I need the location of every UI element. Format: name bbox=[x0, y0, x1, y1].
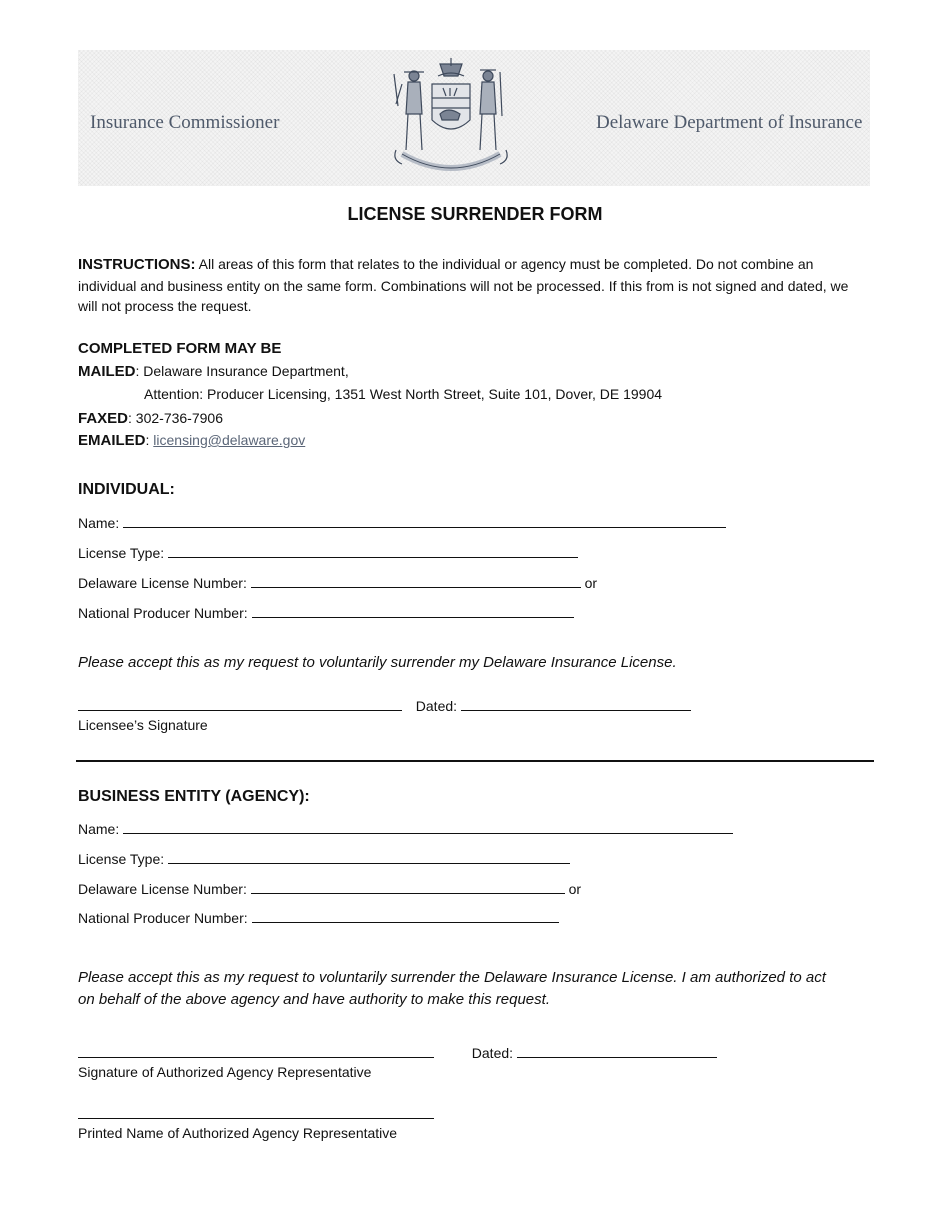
business-license-number-row bbox=[78, 880, 581, 897]
mailed-label: MAILED bbox=[78, 363, 136, 380]
commissioner-label: Insurance Commissioner bbox=[90, 112, 280, 133]
individual-npn-row bbox=[78, 604, 574, 621]
individual-name-label: Name: bbox=[78, 515, 120, 531]
business-request-line-2: on behalf of the above agency and have authority to make this request. bbox=[78, 991, 550, 1008]
agency-signature-caption: Signature of Authorized Agency Representative bbox=[78, 1064, 372, 1080]
individual-heading: INDIVIDUAL: bbox=[78, 481, 175, 498]
individual-license-type-field[interactable] bbox=[168, 544, 578, 558]
section-divider bbox=[76, 760, 874, 762]
mailed-value: : Delaware Insurance Department, bbox=[135, 363, 349, 379]
business-npn-label: National Producer Number: bbox=[78, 910, 248, 926]
business-dated-label: Dated: bbox=[471, 1045, 514, 1061]
business-license-number-label: Delaware License Number: bbox=[78, 881, 247, 897]
business-name-label: Name: bbox=[78, 821, 120, 837]
individual-name-field[interactable] bbox=[123, 514, 726, 528]
business-signature-row bbox=[78, 1044, 717, 1061]
individual-signature-row bbox=[78, 697, 691, 714]
form-title: LICENSE SURRENDER FORM bbox=[347, 204, 603, 224]
individual-license-type-label: License Type: bbox=[78, 545, 165, 561]
business-license-type-row bbox=[78, 850, 570, 867]
state-seal-icon bbox=[388, 54, 514, 180]
printed-name-row bbox=[78, 1105, 434, 1122]
instructions-label: INSTRUCTIONS: bbox=[78, 256, 196, 273]
department-label: Delaware Department of Insurance bbox=[596, 112, 863, 133]
business-license-type-label: License Type: bbox=[78, 851, 165, 867]
faxed-label: FAXED bbox=[78, 410, 129, 427]
emailed-separator: : bbox=[145, 432, 154, 448]
email-link[interactable]: licensing@delaware.gov bbox=[153, 432, 306, 448]
individual-request-text: Please accept this as my request to voluntarily surrender my Delaware Insurance License. bbox=[78, 654, 677, 671]
instructions-text: All areas of this form that relates to the individual or agency must be completed. Do not combine an individual and business entity on the same form. Combinations will not be processed. If this from is not signed and dated, we will not process the request. bbox=[78, 256, 849, 314]
individual-license-number-label: Delaware License Number: bbox=[78, 575, 247, 591]
business-npn-field[interactable] bbox=[252, 909, 559, 923]
individual-dated-label: Dated: bbox=[415, 698, 458, 714]
business-heading: BUSINESS ENTITY (AGENCY): bbox=[78, 788, 310, 805]
business-license-number-field[interactable] bbox=[251, 880, 565, 894]
business-request-line-1: Please accept this as my request to voluntarily surrender the Delaware Insurance License. I am authorized to act bbox=[78, 969, 826, 986]
emailed-line bbox=[78, 432, 305, 449]
individual-license-number-field[interactable] bbox=[251, 574, 581, 588]
business-dated-field[interactable] bbox=[517, 1044, 717, 1058]
individual-dated-field[interactable] bbox=[461, 697, 691, 711]
faxed-line bbox=[78, 410, 223, 427]
individual-or-text: or bbox=[584, 575, 598, 591]
business-name-row bbox=[78, 820, 733, 837]
mailed-line bbox=[78, 363, 349, 380]
instructions-paragraph bbox=[78, 254, 868, 317]
business-license-type-field[interactable] bbox=[168, 850, 570, 864]
agency-signature-field[interactable] bbox=[78, 1044, 434, 1058]
business-or-text: or bbox=[568, 881, 582, 897]
individual-npn-label: National Producer Number: bbox=[78, 605, 248, 621]
faxed-value: : 302-736-7906 bbox=[128, 410, 223, 426]
business-npn-row bbox=[78, 909, 559, 926]
business-name-field[interactable] bbox=[123, 820, 733, 834]
individual-name-row bbox=[78, 514, 726, 531]
licensee-signature-caption: Licensee’s Signature bbox=[78, 717, 208, 733]
individual-license-type-row bbox=[78, 544, 578, 561]
printed-name-caption: Printed Name of Authorized Agency Representative bbox=[78, 1125, 398, 1141]
emailed-label: EMAILED bbox=[78, 432, 146, 449]
agency-printed-name-field[interactable] bbox=[78, 1105, 434, 1119]
individual-license-number-row bbox=[78, 574, 597, 591]
licensee-signature-field[interactable] bbox=[78, 697, 402, 711]
individual-npn-field[interactable] bbox=[252, 604, 574, 618]
submission-heading: COMPLETED FORM MAY BE bbox=[78, 340, 282, 357]
mailed-attention: Attention: Producer Licensing, 1351 West North Street, Suite 101, Dover, DE 19904 bbox=[144, 386, 663, 402]
